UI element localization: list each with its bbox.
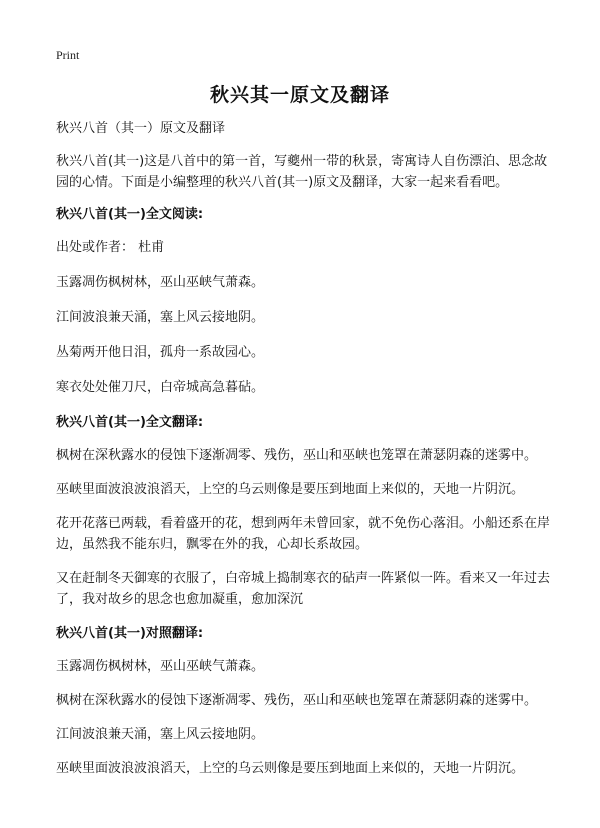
article-body bbox=[56, 118, 550, 792]
author-line: 出处或作者： 杜甫 bbox=[56, 240, 165, 255]
poem-line: 寒衣处处催刀尺，白帝城高急暮砧。 bbox=[56, 380, 265, 395]
poem-line: 江间波浪兼天涌，塞上风云接地阴。 bbox=[56, 310, 265, 325]
article-intro: 秋兴八首(其一)这是八首中的第一首，写夔州一带的秋景，寄寓诗人自伤漂泊、思念故园的心情。下面是小编整理的秋兴八首(其一)原文及翻译，大家一起来看看吧。 bbox=[56, 154, 548, 190]
translation-paragraph: 又在赶制冬天御寒的衣服了，白帝城上捣制寒衣的砧声一阵紧似一阵。看来又一年过去了，我对故乡的思念也愈加凝重，愈加深沉 bbox=[56, 571, 551, 607]
page-title: 秋兴其一原文及翻译 bbox=[209, 84, 390, 106]
translation-paragraph: 枫树在深秋露水的侵蚀下逐渐凋零、残伤，巫山和巫峡也笼罩在萧瑟阴森的迷雾中。 bbox=[56, 448, 538, 463]
original-heading: 秋兴八首(其一)全文阅读: bbox=[56, 207, 204, 222]
article-subtitle: 秋兴八首（其一）原文及翻译 bbox=[56, 121, 226, 136]
comparison-item: 巫峡里面波浪波浪滔天，上空的乌云则像是要压到地面上来似的，天地一片阴沉。 bbox=[56, 761, 525, 776]
translation-paragraph: 巫峡里面波浪波浪滔天，上空的乌云则像是要压到地面上来似的，天地一片阴沉。 bbox=[56, 482, 525, 497]
comparison-item: 玉露凋伤枫树林，巫山巫峡气萧森。 bbox=[56, 659, 265, 674]
comparison-item: 江间波浪兼天涌，塞上风云接地阴。 bbox=[56, 727, 265, 742]
comparison-item: 枫树在深秋露水的侵蚀下逐渐凋零、残伤，巫山和巫峡也笼罩在萧瑟阴森的迷雾中。 bbox=[56, 693, 538, 708]
poem-line: 玉露凋伤枫树林，巫山巫峡气萧森。 bbox=[56, 275, 265, 290]
poem-line: 丛菊两开他日泪，孤舟一系故园心。 bbox=[56, 345, 265, 360]
comparison-heading: 秋兴八首(其一)对照翻译: bbox=[56, 626, 204, 641]
translation-heading: 秋兴八首(其一)全文翻译: bbox=[56, 415, 204, 430]
translation-paragraph: 花开花落已两载，看着盛开的花，想到两年未曾回家，就不免伤心落泪。小船还系在岸边，虽然我不能东归，飘零在外的我，心却长系故园。 bbox=[56, 516, 551, 552]
print-link[interactable]: Print bbox=[56, 48, 80, 62]
